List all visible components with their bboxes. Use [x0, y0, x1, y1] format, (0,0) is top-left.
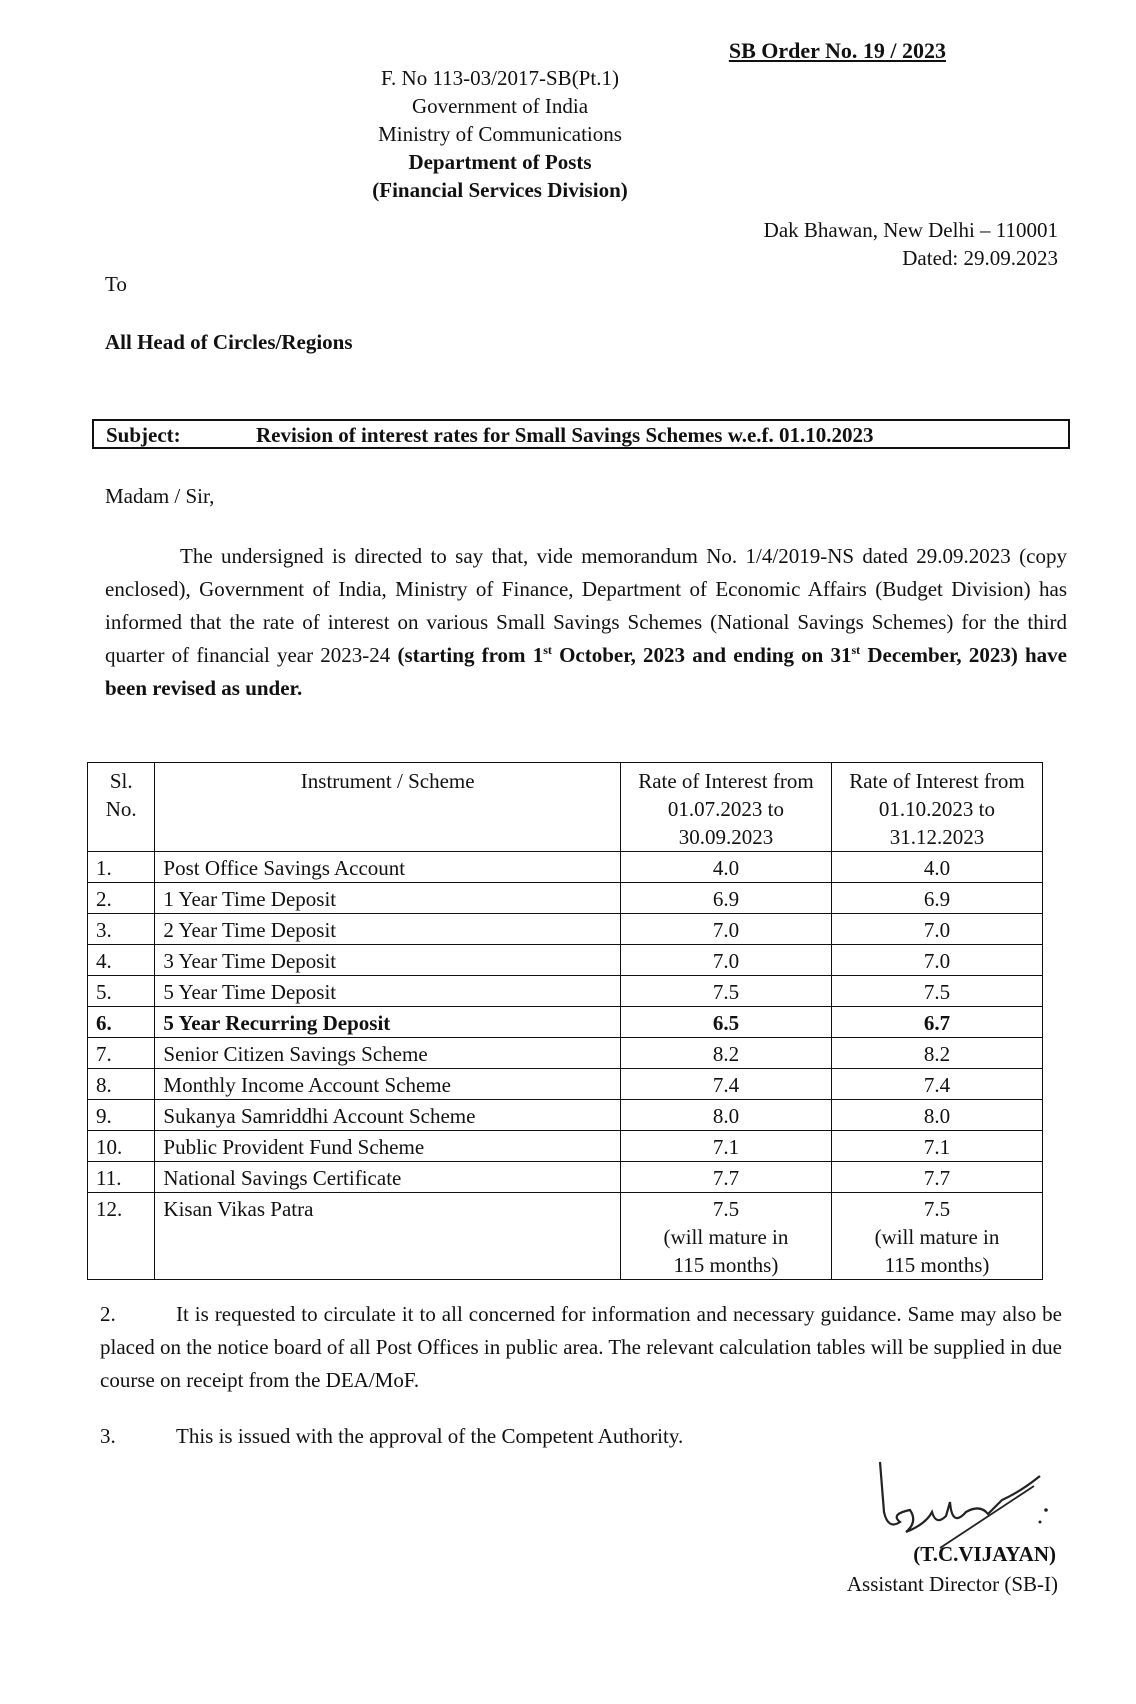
maturity-note: (will mature in 115 months)	[874, 1225, 1000, 1277]
rate-old-cell-value: 7.1	[712, 1135, 740, 1159]
rate-new-cell	[831, 852, 1042, 883]
subject-box	[92, 419, 1070, 449]
sl-cell	[88, 914, 155, 945]
paragraph-1-text: The undersigned is directed to say that, vide memorandum No. 1/4/2019-NS dated 29.09.2023 (copy enclosed), Government of India, Ministry of Finance, Department of Economic Affairs (Budget Division) has informed that the rate of interest on various Small Savings Schemes (National Savings Schemes) for the third quarter of financial year 2023-24	[105, 544, 1067, 667]
paragraph-3-text: This is issued with the approval of the Competent Authority.	[176, 1424, 684, 1448]
scheme-cell-value: 3 Year Time Deposit	[163, 949, 337, 973]
table-row	[88, 883, 1043, 914]
rate-old-cell	[620, 1193, 831, 1280]
bold-part-c: December, 2023) have been revised as under.	[105, 643, 1067, 700]
sl-cell	[88, 883, 155, 914]
scheme-cell	[155, 1038, 621, 1069]
scheme-cell	[155, 976, 621, 1007]
paragraph-3-number: 3.	[100, 1424, 116, 1448]
superscript-b: st	[851, 643, 861, 657]
ministry-line: Ministry of Communications	[378, 122, 622, 146]
rate-new-cell	[831, 1162, 1042, 1193]
table-row	[88, 1100, 1043, 1131]
scheme-cell	[155, 1131, 621, 1162]
scheme-cell-value: Post Office Savings Account	[163, 856, 406, 880]
rate-new-cell-value: 6.9	[923, 887, 951, 911]
rate-new-cell-value: 7.0	[923, 949, 951, 973]
sl-cell	[88, 1193, 155, 1280]
table-row	[88, 1007, 1043, 1038]
scheme-cell	[155, 1069, 621, 1100]
scheme-cell-value: Kisan Vikas Patra	[163, 1197, 314, 1221]
table-row	[88, 945, 1043, 976]
sl-cell	[88, 1131, 155, 1162]
sl-cell	[88, 1162, 155, 1193]
sl-cell-value: 10.	[96, 1135, 123, 1159]
scheme-cell	[155, 1162, 621, 1193]
table-row	[88, 1069, 1043, 1100]
table-row	[88, 914, 1043, 945]
sl-cell	[88, 852, 155, 883]
rate-new-cell-value: 6.7	[923, 1011, 951, 1035]
rate-old-cell	[620, 976, 831, 1007]
scheme-cell-value: 2 Year Time Deposit	[163, 918, 337, 942]
scheme-cell	[155, 1100, 621, 1131]
division-line: (Financial Services Division)	[372, 178, 628, 202]
sl-cell-value: 4.	[96, 949, 112, 973]
scheme-cell-value: 1 Year Time Deposit	[163, 887, 337, 911]
rate-new-cell	[831, 914, 1042, 945]
sl-cell-value: 9.	[96, 1104, 112, 1128]
sl-cell-value: 7.	[96, 1042, 112, 1066]
rate-new-cell-value: 7.1	[923, 1135, 951, 1159]
rate-new-cell	[831, 976, 1042, 1007]
government-line: Government of India	[411, 94, 589, 118]
sl-cell-value: 8.	[96, 1073, 112, 1097]
table-row	[88, 1162, 1043, 1193]
sl-cell-value: 2.	[96, 887, 112, 911]
sl-cell	[88, 976, 155, 1007]
rate-old-cell	[620, 1069, 831, 1100]
scheme-cell	[155, 852, 621, 883]
scheme-cell	[155, 914, 621, 945]
rate-new-cell	[831, 1131, 1042, 1162]
table-header-row	[88, 763, 1043, 852]
scheme-cell	[155, 883, 621, 914]
table-row	[88, 1131, 1043, 1162]
scheme-cell-value: Sukanya Samriddhi Account Scheme	[163, 1104, 476, 1128]
rate-new-cell	[831, 1069, 1042, 1100]
scheme-cell-value: National Savings Certificate	[163, 1166, 402, 1190]
paragraph-2	[100, 1298, 1062, 1397]
sl-cell	[88, 1007, 155, 1038]
rate-new-cell-value: 7.0	[923, 918, 951, 942]
scheme-cell-value: Senior Citizen Savings Scheme	[163, 1042, 428, 1066]
header-rate-new: Rate of Interest from 01.10.2023 to 31.12.2023	[831, 763, 1042, 852]
sl-cell-value: 11.	[96, 1166, 122, 1190]
rate-new-cell-value: 4.0	[923, 856, 951, 880]
rate-old-cell	[620, 1038, 831, 1069]
rate-new-cell	[831, 1038, 1042, 1069]
rate-new-cell-value: 8.2	[923, 1042, 951, 1066]
sl-cell-value: 3.	[96, 918, 112, 942]
sender-address	[764, 216, 1058, 272]
rate-old-cell	[620, 945, 831, 976]
rate-new-cell	[831, 883, 1042, 914]
maturity-note: (will mature in 115 months)	[663, 1225, 789, 1277]
rate-old-cell	[620, 1131, 831, 1162]
rate-old-cell-value: 6.9	[712, 887, 740, 911]
rate-old-cell-value: 8.2	[712, 1042, 740, 1066]
sl-cell-value: 6.	[96, 1011, 112, 1035]
sl-cell-value: 5.	[96, 980, 112, 1004]
rate-old-cell-value: 6.5	[712, 1011, 740, 1035]
paragraph-1	[105, 540, 1067, 705]
scheme-cell	[155, 1193, 621, 1280]
rate-new-cell-value: 7.5	[923, 1197, 951, 1221]
rate-old-cell-value: 7.0	[712, 949, 740, 973]
rate-old-cell-value: 8.0	[712, 1104, 740, 1128]
rate-old-cell-value: 7.4	[712, 1073, 740, 1097]
rate-new-cell	[831, 1007, 1042, 1038]
rate-old-cell-value: 7.7	[712, 1166, 740, 1190]
interest-rates-table	[87, 762, 1043, 1280]
rate-new-cell-value: 7.4	[923, 1073, 951, 1097]
to-label: To	[105, 272, 127, 296]
table-row	[88, 976, 1043, 1007]
rate-old-cell-value: 7.0	[712, 918, 740, 942]
rate-old-cell	[620, 1100, 831, 1131]
rate-new-cell-value: 7.7	[923, 1166, 951, 1190]
scheme-cell-value: Public Provident Fund Scheme	[163, 1135, 425, 1159]
table-row	[88, 852, 1043, 883]
rate-new-cell	[831, 945, 1042, 976]
header-rate-old: Rate of Interest from 01.07.2023 to 30.09.2023	[620, 763, 831, 852]
rate-new-cell-value: 7.5	[923, 980, 951, 1004]
rate-old-cell	[620, 914, 831, 945]
bold-part-b: October, 2023 and ending on 31	[551, 643, 852, 667]
department-line: Department of Posts	[408, 150, 592, 174]
rate-old-cell	[620, 1007, 831, 1038]
paragraph-2-number: 2.	[100, 1302, 116, 1326]
signatory-designation: Assistant Director (SB-I)	[846, 1572, 1058, 1596]
rate-new-cell	[831, 1193, 1042, 1280]
addressee: All Head of Circles/Regions	[105, 330, 353, 354]
paragraph-3	[100, 1424, 683, 1449]
sl-cell	[88, 1069, 155, 1100]
subject-text: Revision of interest rates for Small Savings Schemes w.e.f. 01.10.2023	[256, 423, 874, 447]
subject-label: Subject:	[106, 423, 181, 447]
salutation: Madam / Sir,	[105, 484, 215, 508]
scheme-cell	[155, 945, 621, 976]
file-number: F. No 113-03/2017-SB(Pt.1)	[381, 66, 619, 90]
header-scheme: Instrument / Scheme	[155, 763, 621, 852]
rate-old-cell	[620, 883, 831, 914]
rate-old-cell	[620, 852, 831, 883]
paragraph-2-text: It is requested to circulate it to all concerned for information and necessary guidance. Same may also be placed on the notice board of all Post Offices in public area. The relevant calculation tables will be supplied in due course on receipt from the DEA/MoF.	[100, 1302, 1063, 1392]
table-row	[88, 1193, 1043, 1280]
scheme-cell-value: 5 Year Time Deposit	[163, 980, 337, 1004]
header-sl-no: Sl. No.	[88, 763, 155, 852]
letter-date: Dated: 29.09.2023	[902, 246, 1058, 270]
sl-cell	[88, 945, 155, 976]
address-place: Dak Bhawan, New Delhi – 110001	[763, 218, 1058, 242]
rate-old-cell-value: 7.5	[712, 1197, 740, 1221]
sl-cell-value: 1.	[96, 856, 112, 880]
scheme-cell-value: Monthly Income Account Scheme	[163, 1073, 451, 1097]
letter-header	[0, 64, 1000, 204]
rate-new-cell	[831, 1100, 1042, 1131]
table-row	[88, 1038, 1043, 1069]
sl-cell	[88, 1038, 155, 1069]
scheme-cell	[155, 1007, 621, 1038]
scheme-cell-value: 5 Year Recurring Deposit	[163, 1011, 391, 1035]
sl-cell	[88, 1100, 155, 1131]
rate-old-cell	[620, 1162, 831, 1193]
rate-new-cell-value: 8.0	[923, 1104, 951, 1128]
rate-old-cell-value: 7.5	[712, 980, 740, 1004]
order-number: SB Order No. 19 / 2023	[728, 38, 946, 63]
superscript-a: st	[543, 643, 552, 657]
bold-part-a: (starting from 1	[397, 643, 544, 667]
sl-cell-value: 12.	[96, 1197, 123, 1221]
signatory-name: (T.C.VIJAYAN)	[913, 1542, 1056, 1566]
rate-old-cell-value: 4.0	[712, 856, 740, 880]
